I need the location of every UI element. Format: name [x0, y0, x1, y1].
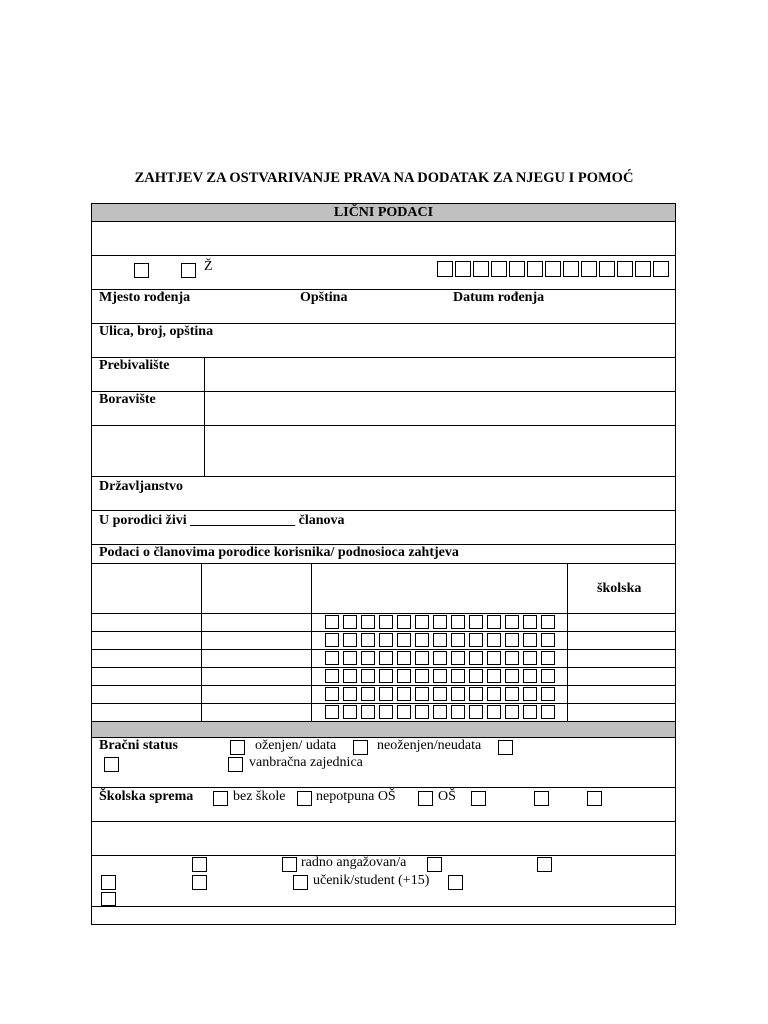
column-divider	[201, 631, 202, 650]
column-divider	[567, 613, 568, 632]
family-table-row[interactable]	[91, 632, 676, 650]
jmbg-digit[interactable]	[361, 651, 375, 665]
marital-checkbox-5[interactable]	[228, 757, 243, 772]
jmbg-digit[interactable]	[505, 633, 519, 647]
jmbg-digit[interactable]	[379, 633, 393, 647]
jmbg-digit[interactable]	[415, 687, 429, 701]
birth-place-label: Mjesto rođenja	[99, 290, 191, 305]
jmbg-boxes[interactable]	[325, 687, 555, 701]
jmbg-digit[interactable]	[415, 615, 429, 629]
column-divider	[201, 649, 202, 668]
edu-checkbox-1[interactable]	[213, 791, 228, 806]
birth-row[interactable]	[91, 290, 676, 324]
edu-checkbox-5[interactable]	[534, 791, 549, 806]
jmbg-digit[interactable]	[469, 669, 483, 683]
column-divider	[201, 685, 202, 704]
jmbg-digit[interactable]	[397, 705, 411, 719]
employment-checkbox-1[interactable]	[192, 857, 207, 872]
jmbg-digit[interactable]	[487, 687, 501, 701]
edu-os-checkbox[interactable]	[471, 791, 486, 806]
jmbg-digit[interactable]	[617, 261, 633, 277]
jmbg-digit[interactable]	[523, 705, 537, 719]
jmbg-boxes[interactable]	[325, 669, 555, 683]
jmbg-digit[interactable]	[527, 261, 543, 277]
jmbg-digit[interactable]	[415, 669, 429, 683]
family-count-row[interactable]	[91, 511, 676, 545]
jmbg-digit[interactable]	[545, 261, 561, 277]
jmbg-digit[interactable]	[541, 633, 555, 647]
jmbg-digit[interactable]	[361, 615, 375, 629]
column-divider	[567, 703, 568, 722]
column-divider	[201, 563, 202, 614]
jmbg-digit[interactable]	[325, 705, 339, 719]
jmbg-digit[interactable]	[433, 669, 447, 683]
jmbg-digit[interactable]	[361, 633, 375, 647]
employment-checkbox-2[interactable]	[282, 857, 297, 872]
jmbg-digit[interactable]	[343, 705, 357, 719]
jmbg-digit[interactable]	[581, 261, 597, 277]
jmbg-digit[interactable]	[487, 615, 501, 629]
column-divider	[567, 563, 568, 614]
gender-female-label: Ž	[204, 259, 213, 274]
marital-unmarried-checkbox[interactable]	[498, 740, 513, 755]
column-divider	[204, 391, 205, 426]
jmbg-boxes[interactable]	[325, 705, 555, 719]
column-divider	[311, 703, 312, 722]
jmbg-digit[interactable]	[379, 651, 393, 665]
family-table-row[interactable]	[91, 668, 676, 686]
gender-female-checkbox[interactable]	[181, 263, 196, 278]
jmbg-digit[interactable]	[505, 705, 519, 719]
column-divider	[201, 613, 202, 632]
jmbg-digit[interactable]	[541, 651, 555, 665]
jmbg-digit[interactable]	[451, 651, 465, 665]
jmbg-digit[interactable]	[473, 261, 489, 277]
jmbg-digit[interactable]	[523, 615, 537, 629]
column-divider	[311, 563, 312, 614]
jmbg-digit[interactable]	[415, 633, 429, 647]
family-count-label: U porodici živi _______________ članova	[99, 513, 345, 528]
column-divider	[311, 667, 312, 686]
employment-employed-label: radno angažovan/a	[301, 855, 407, 870]
family-members-label: Podaci o članovima porodice korisnika/ podnosioca zahtjeva	[99, 545, 459, 560]
jmbg-digit[interactable]	[433, 687, 447, 701]
name-row[interactable]	[91, 222, 676, 256]
jmbg-digit[interactable]	[325, 615, 339, 629]
jmbg-digit[interactable]	[509, 261, 525, 277]
column-divider	[204, 357, 205, 392]
form-title: ZAHTJEV ZA OSTVARIVANJE PRAVA NA DODATAK ZA NJEGU I POMOĆ	[134, 170, 634, 186]
employment-row	[91, 856, 676, 907]
jmbg-boxes[interactable]	[325, 615, 555, 629]
jmbg-digit[interactable]	[487, 633, 501, 647]
employment-checkbox-4[interactable]	[537, 857, 552, 872]
jmbg-digit[interactable]	[455, 261, 471, 277]
marital-label: Bračni status	[99, 738, 178, 753]
jmbg-digit[interactable]	[433, 651, 447, 665]
jmbg-digit[interactable]	[397, 633, 411, 647]
marital-checkbox-1[interactable]	[230, 740, 245, 755]
marital-status-row	[91, 738, 676, 788]
jmbg-digit[interactable]	[397, 687, 411, 701]
jmbg-digit[interactable]	[599, 261, 615, 277]
jmbg-digit[interactable]	[469, 633, 483, 647]
jmbg-digit[interactable]	[379, 669, 393, 683]
jmbg-digit[interactable]	[487, 651, 501, 665]
section-header-personal	[91, 203, 676, 222]
family-table-col-school: školska	[597, 581, 642, 596]
marital-cohab-label: vanbračna zajednica	[249, 755, 363, 770]
jmbg-digit[interactable]	[541, 669, 555, 683]
final-row[interactable]	[91, 907, 676, 925]
jmbg-digit[interactable]	[433, 705, 447, 719]
column-divider	[311, 631, 312, 650]
column-divider	[567, 649, 568, 668]
employment-student-checkbox[interactable]	[448, 875, 463, 890]
jmbg-digit[interactable]	[325, 669, 339, 683]
jmbg-digit[interactable]	[469, 651, 483, 665]
family-table-row[interactable]	[91, 650, 676, 668]
occupation-row[interactable]	[91, 822, 676, 856]
marital-unmarried-label: neoženjen/neudata	[377, 738, 482, 753]
street-row[interactable]	[91, 324, 676, 358]
education-label: Školska sprema	[99, 789, 194, 804]
family-table-row[interactable]	[91, 704, 676, 722]
jmbg-boxes[interactable]	[325, 651, 555, 665]
column-divider	[567, 631, 568, 650]
jmbg-digit[interactable]	[397, 651, 411, 665]
jmbg-digit[interactable]	[325, 633, 339, 647]
residence-row[interactable]	[91, 358, 676, 392]
stay-label: Boravište	[99, 392, 156, 407]
jmbg-digit[interactable]	[653, 261, 669, 277]
jmbg-digit[interactable]	[433, 615, 447, 629]
jmbg-digit[interactable]	[523, 669, 537, 683]
section-separator	[91, 722, 676, 738]
jmbg-digit[interactable]	[451, 705, 465, 719]
column-divider	[201, 667, 202, 686]
family-table-header	[91, 564, 676, 614]
section-title: LIČNI PODACI	[333, 205, 434, 220]
column-divider	[567, 667, 568, 686]
jmbg-digit[interactable]	[523, 633, 537, 647]
edu-os-label: OŠ	[438, 789, 456, 804]
jmbg-digit[interactable]	[451, 615, 465, 629]
jmbg-digit[interactable]	[379, 705, 393, 719]
jmbg-digit[interactable]	[487, 669, 501, 683]
edu-none-checkbox[interactable]	[297, 791, 312, 806]
jmbg-digit[interactable]	[469, 705, 483, 719]
jmbg-digit[interactable]	[415, 705, 429, 719]
jmbg-digit[interactable]	[343, 615, 357, 629]
marital-married-checkbox[interactable]	[353, 740, 368, 755]
jmbg-digit[interactable]	[343, 669, 357, 683]
jmbg-digit[interactable]	[451, 687, 465, 701]
edu-incomplete-label: nepotpuna OŠ	[316, 789, 396, 804]
employment-checkbox-9[interactable]	[101, 892, 116, 906]
jmbg-digit[interactable]	[361, 687, 375, 701]
jmbg-digit[interactable]	[451, 633, 465, 647]
jmbg-digit[interactable]	[505, 669, 519, 683]
street-label: Ulica, broj, opština	[99, 324, 214, 339]
jmbg-digit[interactable]	[379, 615, 393, 629]
jmbg-digit[interactable]	[469, 615, 483, 629]
family-members-header-row	[91, 545, 676, 564]
jmbg-digit[interactable]	[505, 615, 519, 629]
column-divider	[204, 425, 205, 477]
jmbg-digit[interactable]	[325, 651, 339, 665]
gender-jmbg-row	[91, 256, 676, 290]
marital-married-label: oženjen/ udata	[255, 738, 337, 753]
stay-row[interactable]	[91, 392, 676, 426]
personal-data-form	[91, 203, 676, 925]
column-divider	[311, 649, 312, 668]
jmbg-digit[interactable]	[523, 687, 537, 701]
jmbg-digit[interactable]	[343, 687, 357, 701]
jmbg-digit[interactable]	[325, 687, 339, 701]
employment-employed-checkbox[interactable]	[427, 857, 442, 872]
municipality-label: Opština	[300, 290, 348, 305]
jmbg-digit[interactable]	[541, 687, 555, 701]
jmbg-digit[interactable]	[415, 651, 429, 665]
citizenship-label: Državljanstvo	[99, 479, 183, 494]
jmbg-digit[interactable]	[361, 705, 375, 719]
gender-male-checkbox[interactable]	[134, 263, 149, 278]
marital-checkbox-4[interactable]	[104, 757, 119, 772]
jmbg-digit[interactable]	[437, 261, 453, 277]
column-divider	[311, 613, 312, 632]
jmbg-digit[interactable]	[343, 633, 357, 647]
family-table-row[interactable]	[91, 686, 676, 704]
address-extra-row[interactable]	[91, 426, 676, 477]
jmbg-digit[interactable]	[487, 705, 501, 719]
edu-none-label: bez škole	[233, 789, 286, 804]
jmbg-digit[interactable]	[541, 615, 555, 629]
jmbg-digit[interactable]	[397, 669, 411, 683]
jmbg-digit[interactable]	[451, 669, 465, 683]
column-divider	[567, 685, 568, 704]
jmbg-digit[interactable]	[523, 651, 537, 665]
citizenship-row[interactable]	[91, 477, 676, 511]
column-divider	[311, 685, 312, 704]
education-row	[91, 788, 676, 822]
jmbg-boxes[interactable]	[437, 261, 669, 277]
jmbg-digit[interactable]	[541, 705, 555, 719]
edu-incomplete-checkbox[interactable]	[418, 791, 433, 806]
jmbg-digit[interactable]	[379, 687, 393, 701]
employment-checkbox-6[interactable]	[192, 875, 207, 890]
jmbg-digit[interactable]	[397, 615, 411, 629]
column-divider	[201, 703, 202, 722]
employment-student-label: učenik/student (+15)	[313, 873, 430, 888]
jmbg-digit[interactable]	[433, 633, 447, 647]
edu-checkbox-6[interactable]	[587, 791, 602, 806]
family-table-row[interactable]	[91, 614, 676, 632]
jmbg-digit[interactable]	[505, 651, 519, 665]
employment-checkbox-5[interactable]	[101, 875, 116, 890]
jmbg-digit[interactable]	[469, 687, 483, 701]
jmbg-digit[interactable]	[635, 261, 651, 277]
employment-checkbox-7[interactable]	[293, 875, 308, 890]
jmbg-digit[interactable]	[505, 687, 519, 701]
residence-label: Prebivalište	[99, 358, 170, 373]
jmbg-digit[interactable]	[343, 651, 357, 665]
jmbg-digit[interactable]	[563, 261, 579, 277]
birth-date-label: Datum rođenja	[453, 290, 545, 305]
jmbg-digit[interactable]	[491, 261, 507, 277]
jmbg-boxes[interactable]	[325, 633, 555, 647]
jmbg-digit[interactable]	[361, 669, 375, 683]
